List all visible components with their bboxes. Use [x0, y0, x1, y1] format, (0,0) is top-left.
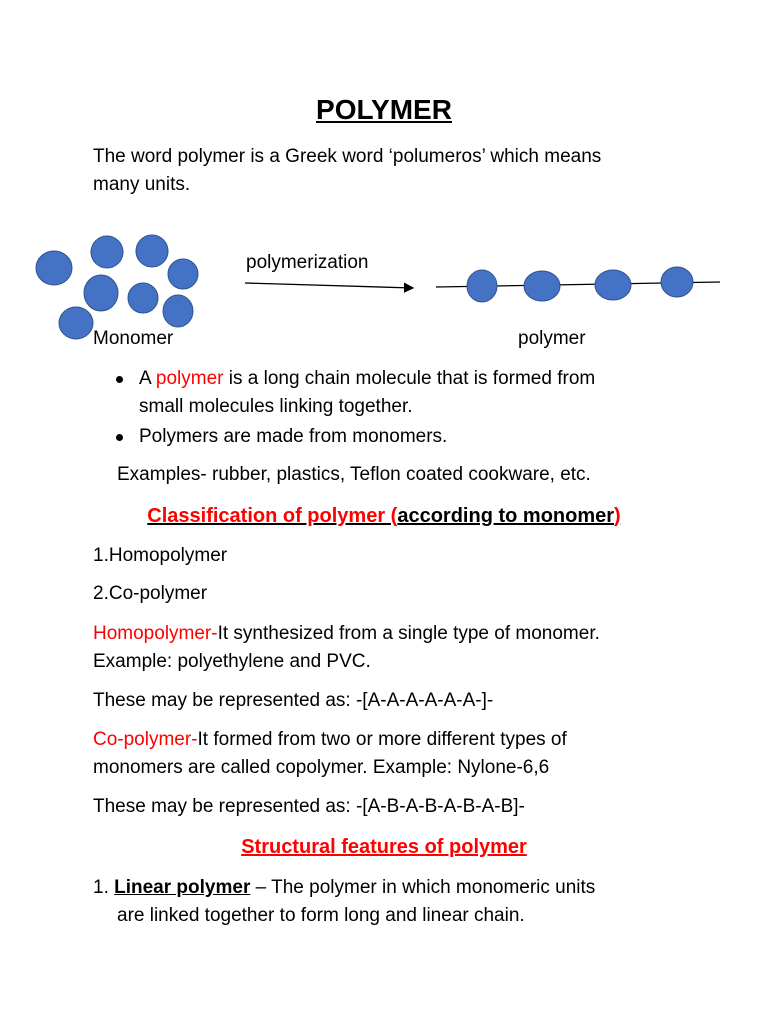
bullet-2: Polymers are made from monomers. [139, 426, 448, 447]
polymerization-label: polymerization [246, 252, 369, 273]
monomer-circle [128, 283, 158, 313]
structural-heading [0, 833, 768, 861]
monomer-circle [91, 236, 123, 268]
polymer-unit-circle [661, 267, 693, 297]
copolymer-term: Co-polymer- [93, 729, 198, 750]
structural-item-1-number: 1. [93, 877, 115, 898]
monomer-circle [168, 259, 198, 289]
monomer-circle [59, 307, 93, 339]
bullet-1-term: polymer [155, 368, 224, 389]
homopolymer-text: It synthesized from a single type of monomer. [217, 623, 600, 644]
homopolymer-representation: These may be represented as: -[A-A-A-A-A-A-]- [93, 690, 494, 711]
monomer-circle [136, 235, 168, 267]
homopolymer-line-2: Example: polyethylene and PVC. [93, 651, 371, 672]
structural-item-1-line-2: are linked together to form long and linear chain. [117, 905, 525, 926]
polymerization-arrow [245, 283, 413, 288]
structural-item-1-line-1 [93, 874, 595, 902]
monomer-circle [36, 251, 72, 285]
classification-heading-part-3: ) [614, 505, 621, 527]
examples-line: Examples- rubber, plastics, Teflon coated cookware, etc. [117, 464, 591, 485]
intro-line-1: The word polymer is a Greek word ‘polumeros’ which means [93, 146, 602, 167]
bullet-1-line-2: small molecules linking together. [139, 396, 413, 417]
structural-heading-text: Structural features of polymer [241, 836, 527, 858]
homopolymer-line-1 [93, 620, 600, 648]
linear-polymer-term: Linear polymer [114, 877, 251, 898]
polymer-unit-circle [524, 271, 560, 301]
bullet-1-line-1 [139, 365, 595, 393]
classification-item-1: 1.Homopolymer [93, 545, 228, 566]
intro-line-2: many units. [93, 174, 191, 195]
monomer-circle [84, 275, 118, 311]
bullet-dot [116, 376, 123, 383]
classification-heading-part-1: Classification of polymer ( [147, 505, 398, 527]
polymer-unit-circle [595, 270, 631, 300]
bullet-dot [116, 434, 123, 441]
structural-item-1-rest: – The polymer in which monomeric units [250, 877, 596, 898]
homopolymer-term: Homopolymer- [93, 623, 218, 644]
polymer-label: polymer [518, 328, 586, 349]
copolymer-representation: These may be represented as: -[A-B-A-B-A-B-A-B]- [93, 796, 525, 817]
monomer-cluster [36, 235, 198, 339]
polymer-unit-circle [467, 270, 497, 302]
copolymer-text: It formed from two or more different types of [197, 729, 567, 750]
copolymer-line-2: monomers are called copolymer. Example: Nylone-6,6 [93, 757, 550, 778]
monomer-circle [163, 295, 193, 327]
classification-heading-part-2: according to monomer [397, 505, 615, 527]
page-title: POLYMER [316, 94, 452, 125]
copolymer-line-1 [93, 726, 567, 754]
monomer-label: Monomer [93, 328, 174, 349]
bullet-1-rest: is a long chain molecule that is formed from [223, 368, 596, 389]
bullet-1-prefix: A [139, 368, 156, 389]
classification-item-2: 2.Co-polymer [93, 583, 208, 604]
classification-heading [0, 502, 768, 530]
